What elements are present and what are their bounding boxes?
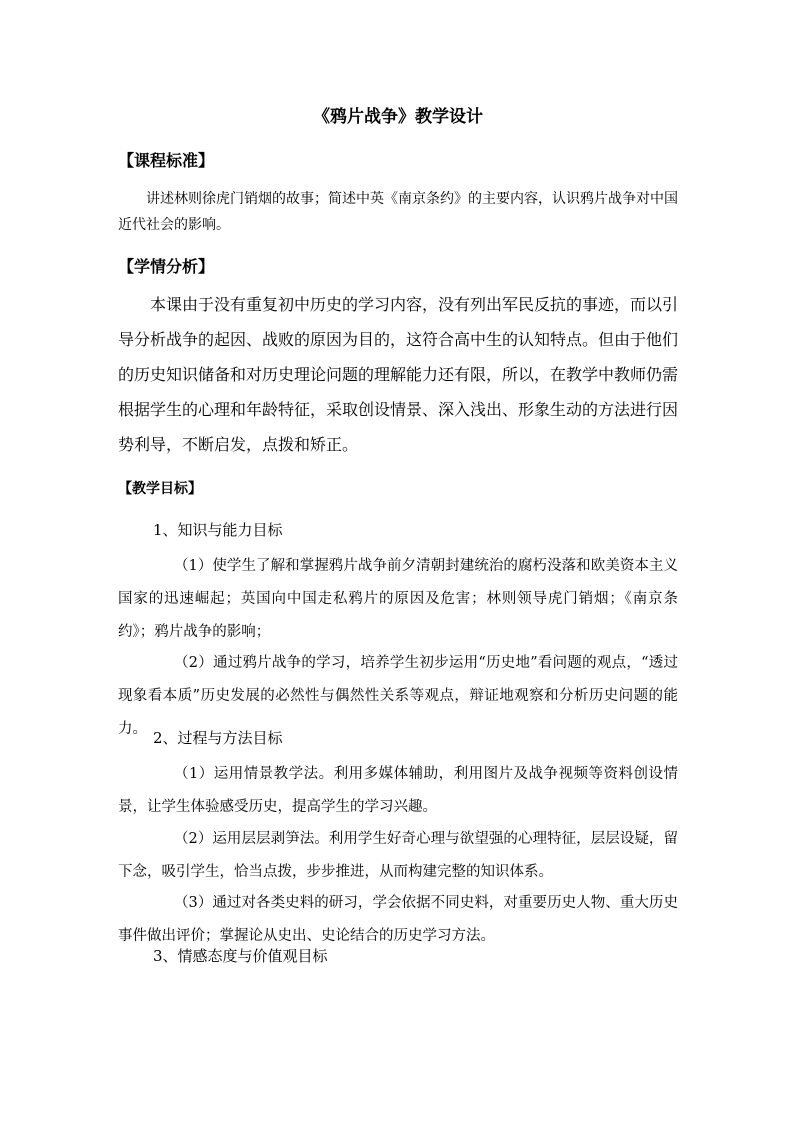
goal-1-item-1: （1）使学生了解和掌握鸦片战争前夕清朝封建统治的腐朽没落和欧美资本主义国家的迅速崛起；英国向中国走私鸦片的原因及危害；林则领导虎门销烟；《南京条约》；鸦片战争的影响； xyxy=(118,558,678,640)
goal-1-label: 1、知识与能力目标 xyxy=(153,521,283,539)
heading-learner-analysis: 【学情分析】 xyxy=(118,257,215,276)
goal-2-item-3: （3）通过对各类史料的研习，学会依据不同史料，对重要历史人物、重大历史事件做出评价；掌握论从史出、史论结合的历史学习方法。 xyxy=(118,895,678,944)
goal-2-item-2: （2）运用层层剥笋法。利用学生好奇心理与欲望强的心理特征，层层设疑，留下念，吸引学生，恰当点拨，步步推进，从而构建完整的知识体系。 xyxy=(118,831,678,880)
goal-2-item-1: （1）运用情景教学法。利用多媒体辅助，利用图片及战争视频等资料创设情景，让学生体验感受历史，提高学生的学习兴趣。 xyxy=(118,766,678,815)
goal-3-label: 3、情感态度与价值观目标 xyxy=(153,947,328,965)
course-standard-text: 讲述林则徐虎门销烟的故事；简述中英《南京条约》的主要内容，认识鸦片战争对中国近代社会的影响。 xyxy=(118,191,678,233)
heading-course-standard: 【课程标准】 xyxy=(118,151,215,170)
document-title: 《鸦片战争》教学设计 xyxy=(313,107,483,127)
heading-teaching-objectives: 【教学目标】 xyxy=(118,481,202,497)
learner-analysis-text: 本课由于没有重复初中历史的学习内容，没有列出军民反抗的事迹，而以引导分析战争的起因、战败的原因为目的，这符合高中生的认知特点。但由于他们的历史知识储备和对历史理论问题的理解能力还有限，所以，在教学中教师仍需根据学生的心理和年龄特征，采取创设情景、深入浅出、形象生动的方法进行因势利导，不断启发，点拨和矫正。 xyxy=(118,295,679,454)
goal-2-label: 2、过程与方法目标 xyxy=(153,729,283,747)
goal-1-item-2: （2）通过鸦片战争的学习，培养学生初步运用“历史地”看问题的观点，“透过现象看本质”历史发展的必然性与偶然性关系等观点，辩证地观察和分析历史问题的能力。 xyxy=(118,655,678,737)
